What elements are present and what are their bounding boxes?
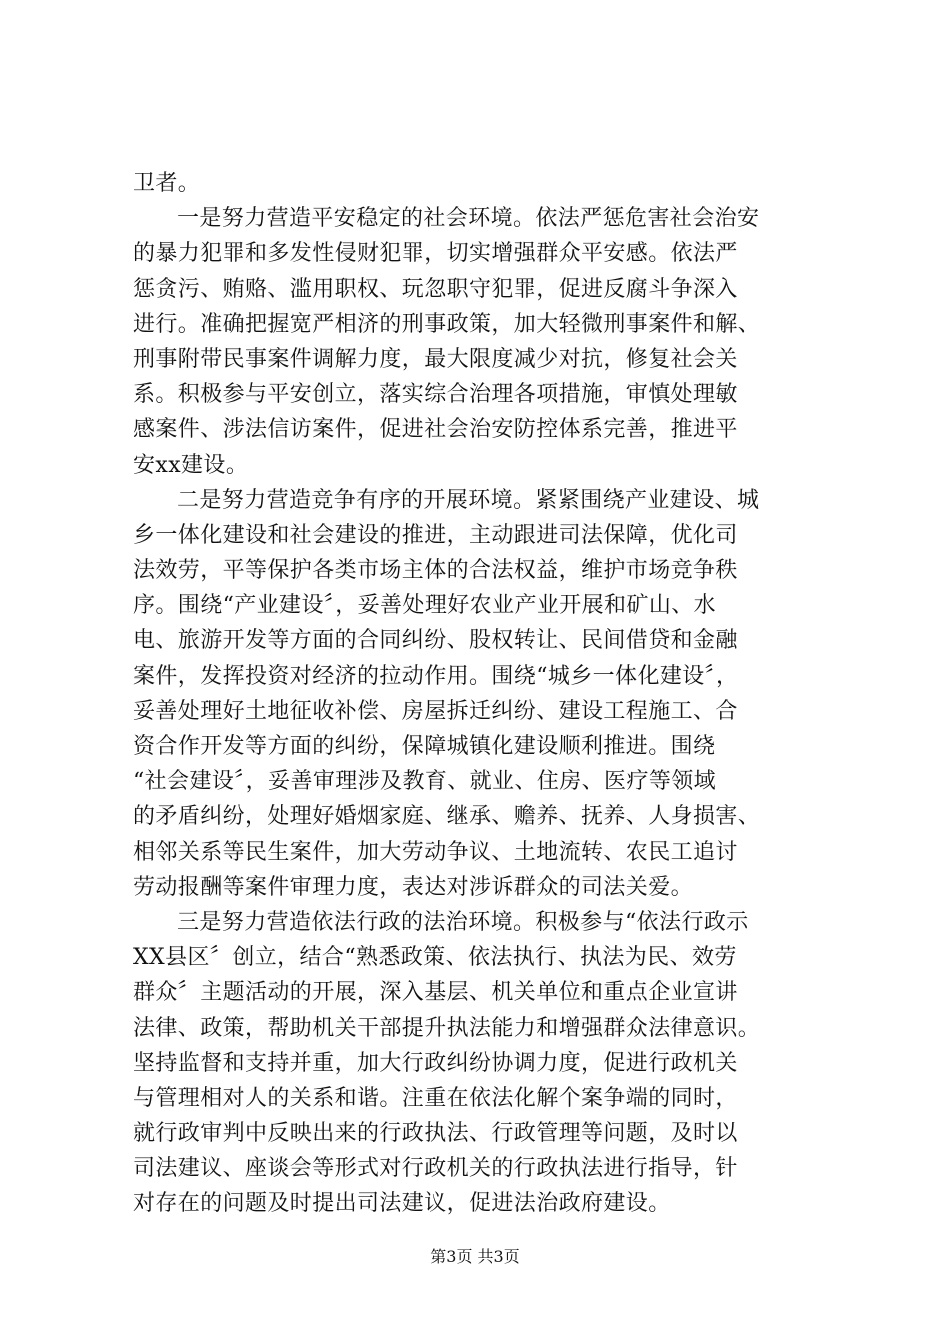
text-line: 就行政审判中反映出来的行政执法、行政管理等问题，及时以 bbox=[133, 1121, 738, 1147]
text-line: 对存在的问题及时提出司法建议，促进法治政府建设。 bbox=[133, 1191, 671, 1217]
text-line: 感案件、涉法信访案件，促进社会治安防控体系完善，推进平 bbox=[133, 417, 738, 443]
text-line: 群众〞主题活动的开展，深入基层、机关单位和重点企业宣讲 bbox=[133, 980, 738, 1006]
text-line: 乡一体化建设和社会建设的推进，主动跟进司法保障，优化司 bbox=[133, 522, 738, 548]
text-line: 资合作开发等方面的纠纷，保障城镇化建设顺利推进。围绕 bbox=[133, 734, 716, 759]
text-line: 序。围绕“产业建设〞，妥善处理好农业产业开展和矿山、水 bbox=[133, 593, 717, 619]
text-line: 的暴力犯罪和多发性侵财犯罪，切实增强群众平安感。依法严 bbox=[133, 241, 738, 267]
text-line: “社会建设〞，妥善审理涉及教育、就业、住房、医疗等领域 bbox=[133, 769, 717, 795]
paragraph-2-start: 二是努力营造竞争有序的开展环境。紧紧围绕产业建设、城 bbox=[177, 487, 760, 513]
paragraph-1-start: 一是努力营造平安稳定的社会环境。依法严惩危害社会治安 bbox=[177, 206, 760, 232]
text-line: 系。积极参与平安创立，落实综合治理各项措施，审慎处理敏 bbox=[133, 382, 738, 408]
text-line: 进行。准确把握宽严相济的刑事政策，加大轻微刑事案件和解、 bbox=[133, 311, 761, 337]
page-number-footer: 第3页 共3页 bbox=[430, 1247, 520, 1266]
text-line: 妥善处理好土地征收补偿、房屋拆迁纠纷、建设工程施工、合 bbox=[133, 698, 738, 724]
text-line: 刑事附带民事案件调解力度，最大限度减少对抗，修复社会关 bbox=[133, 346, 738, 372]
text-line: 案件，发挥投资对经济的拉动作用。围绕“城乡一体化建设〞， bbox=[133, 663, 739, 689]
text-line: 法律、政策，帮助机关干部提升执法能力和增强群众法律意识。 bbox=[133, 1015, 761, 1041]
text-line: 法效劳，平等保护各类市场主体的合法权益，维护市场竞争秩 bbox=[133, 558, 738, 584]
document-body bbox=[133, 166, 853, 1222]
text-line: 与管理相对人的关系和谐。注重在依法化解个案争端的同时， bbox=[133, 1085, 738, 1111]
text-line: 相邻关系等民生案件，加大劳动争议、土地流转、农民工追讨 bbox=[133, 839, 738, 865]
paragraph-3-start: 三是努力营造依法行政的法治环境。积极参与“依法行政示 bbox=[177, 909, 749, 935]
text-line: XX县区〞创立，结合“熟悉政策、依法执行、执法为民、效劳 bbox=[133, 945, 737, 971]
text-line: 电、旅游开发等方面的合同纠纷、股权转让、民间借贷和金融 bbox=[133, 628, 738, 654]
text-line: 劳动报酬等案件审理力度，表达对涉诉群众的司法关爱。 bbox=[133, 874, 694, 900]
text-line: 的矛盾纠纷，处理好婚烟家庭、继承、赡养、抚养、人身损害、 bbox=[133, 804, 761, 830]
text-line: 卫者。 bbox=[133, 171, 201, 196]
text-line: 坚持监督和支持并重，加大行政纠纷协调力度，促进行政机关 bbox=[133, 1050, 738, 1076]
text-line: 安xx建设。 bbox=[133, 452, 249, 478]
text-line: 司法建议、座谈会等形式对行政机关的行政执法进行指导，针 bbox=[133, 1156, 738, 1182]
text-line: 惩贪污、贿赂、滥用职权、玩忽职守犯罪，促进反腐斗争深入 bbox=[133, 276, 738, 302]
